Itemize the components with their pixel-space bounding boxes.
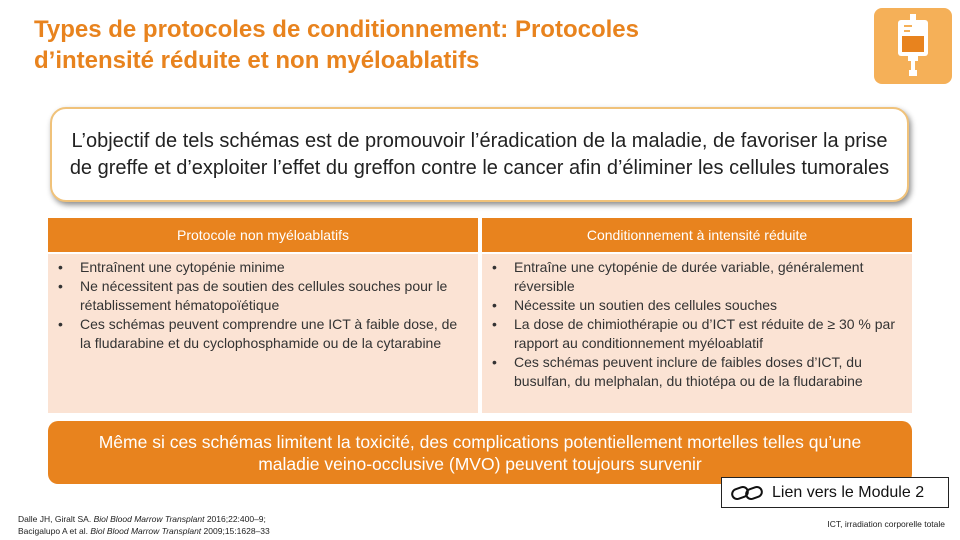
iv-bag-icon bbox=[874, 8, 952, 84]
bullet-list bbox=[490, 258, 902, 391]
reference-citation: 2016;22:400–9; bbox=[204, 514, 266, 524]
list-item: • Ne nécessitent pas de soutien des cellules souches pour le rétablissement hématopoïétique bbox=[56, 277, 468, 315]
reference-journal: Biol Blood Marrow Transplant bbox=[93, 514, 205, 524]
list-item: • Entraîne une cytopénie de durée variable, généralement réversible bbox=[490, 258, 902, 296]
column-heading-reduced-intensity bbox=[482, 218, 912, 252]
link-icon bbox=[730, 484, 764, 502]
objective-box bbox=[50, 107, 909, 202]
reference-citation: 2009;15:1628–33 bbox=[201, 526, 270, 536]
module-2-link[interactable] bbox=[721, 477, 949, 508]
reference-1 bbox=[18, 513, 270, 525]
column-heading-label: Conditionnement à intensité réduite bbox=[586, 227, 808, 243]
module-link-label: Lien vers le Module 2 bbox=[772, 483, 925, 501]
bullet-list bbox=[56, 258, 468, 353]
reference-journal: Biol Blood Marrow Transplant bbox=[90, 526, 202, 536]
reference-authors: Bacigalupo A et al. bbox=[18, 526, 91, 536]
reference-authors: Dalle JH, Giralt SA. bbox=[18, 514, 94, 524]
banner-text: Même si ces schémas limitent la toxicité, des complications potentiellement mortelles telles qu’une maladie veino-occlusive (MVO) peuvent toujours survenir bbox=[98, 431, 862, 474]
page-title bbox=[34, 14, 834, 76]
list-item: • Ces schémas peuvent comprendre une ICT à faible dose, de la fludarabine et du cyclophosphamide ou de la cytarabine bbox=[56, 315, 468, 353]
list-item: • Entraînent une cytopénie minime bbox=[56, 258, 468, 277]
column-heading-label: Protocole non myéloablatifs bbox=[177, 227, 349, 243]
column-body-reduced-intensity bbox=[482, 254, 912, 413]
title-line-2: d’intensité réduite et non myéloablatifs bbox=[34, 47, 480, 74]
column-heading-non-myeloablative bbox=[48, 218, 478, 252]
module-logo bbox=[874, 8, 952, 84]
warning-banner bbox=[48, 421, 912, 484]
reference-2 bbox=[18, 525, 270, 537]
list-item: • Ces schémas peuvent inclure de faibles doses d’ICT, du busulfan, du melphalan, du thiotépa ou de la fludarabine bbox=[490, 353, 902, 391]
references bbox=[18, 513, 270, 537]
column-body-non-myeloablative bbox=[48, 254, 478, 413]
list-item: • La dose de chimiothérapie ou d’ICT est réduite de ≥ 30 % par rapport au conditionnement myéloablatif bbox=[490, 315, 902, 353]
list-item: • Nécessite un soutien des cellules souches bbox=[490, 296, 902, 315]
abbreviation-note: ICT, irradiation corporelle totale bbox=[827, 519, 945, 529]
objective-text: L’objectif de tels schémas est de promouvoir l’éradication de la maladie, de favoriser la prise de greffe et d’exploiter l’effet du greffon contre le cancer afin d’éliminer les cellules tumorales bbox=[69, 129, 890, 179]
title-line-1: Types de protocoles de conditionnement: Protocoles bbox=[34, 16, 639, 43]
